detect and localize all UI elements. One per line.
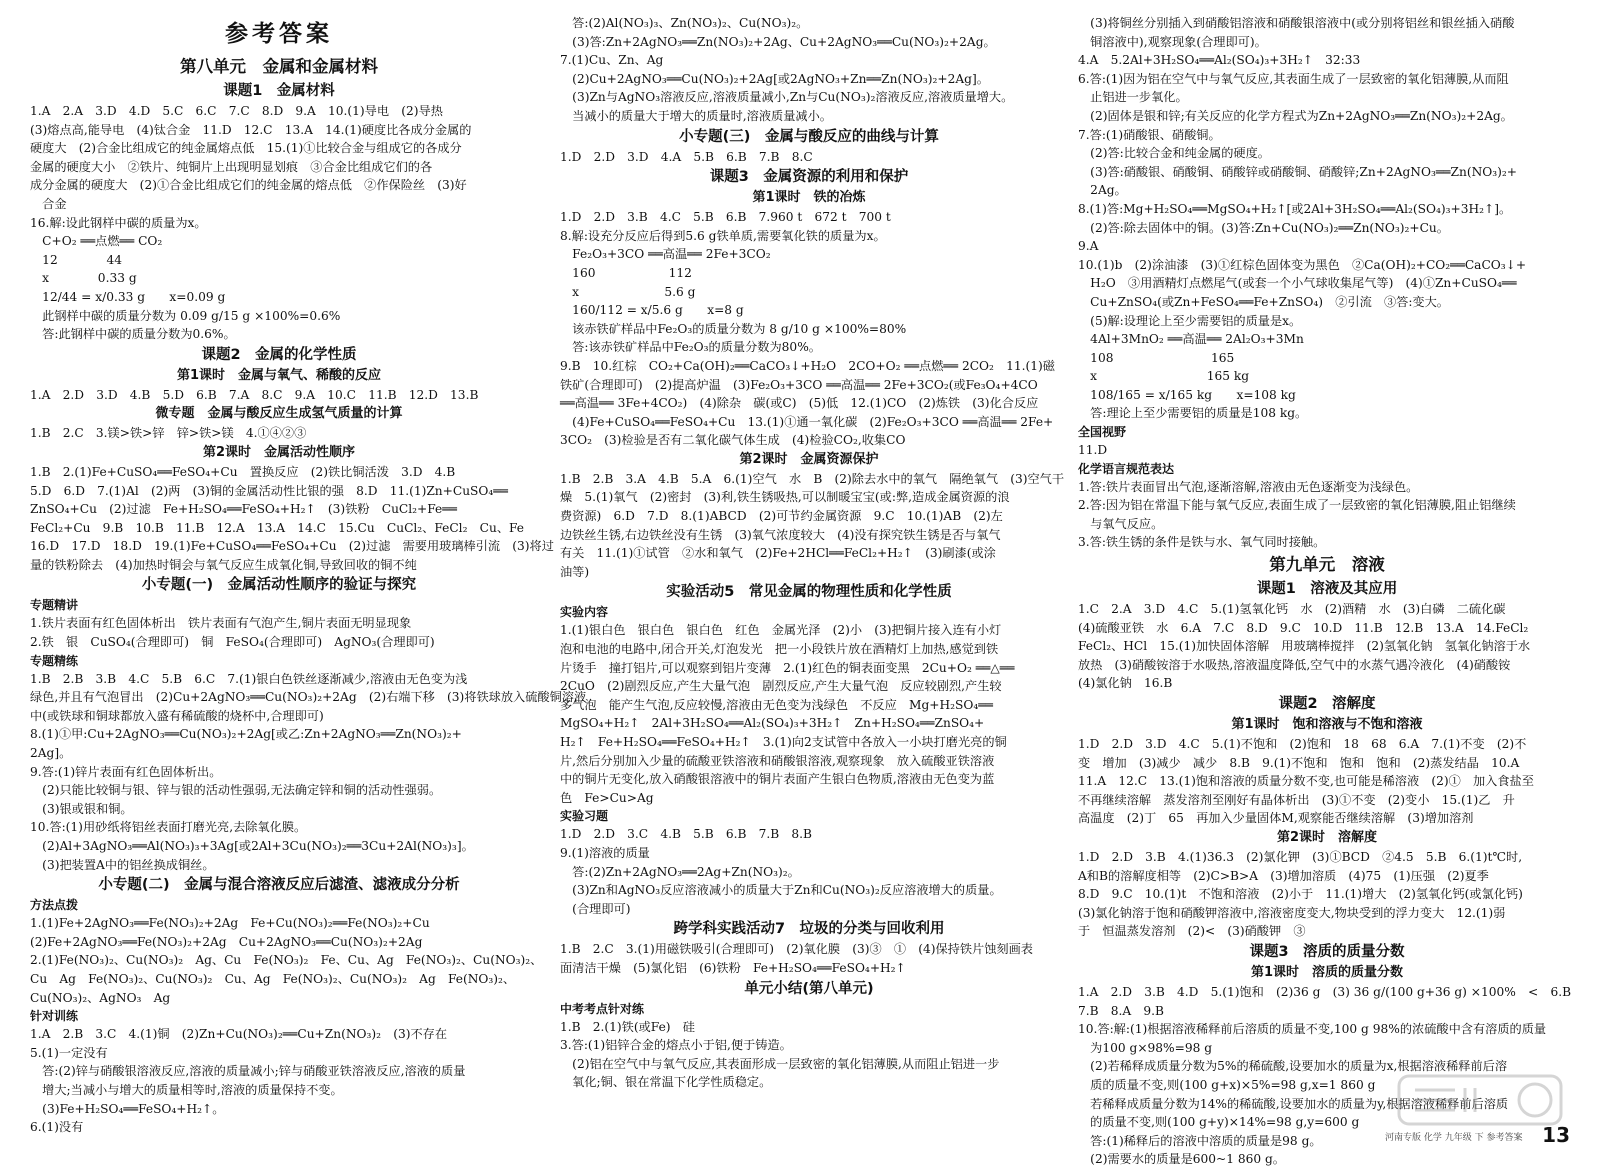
answer-line: H₂O ③用酒精灯点燃尾气(或套一个小气球收集尾气等) (4)①Zn+CuSO₄══ — [1078, 276, 1517, 291]
answer-line: 1.D 2.D 3.B 4.(1)36.3 (2)氯化钾 (3)①BCD ②4.5 5.B 6.(1)t℃时, — [1078, 849, 1523, 864]
topic-heading: 课题3 金属资源的利用和保护 — [709, 169, 909, 186]
answer-line: (3)把装置A中的铝丝换成铜丝。 — [30, 857, 215, 872]
answer-line: 1.C 2.A 3.D 4.C 5.(1)氢氧化钙 水 (2)酒精 水 (3)白磷 二硫化碳 — [1078, 602, 1506, 617]
answer-line: 的质量不变,则(100 g+y)×14%=98 g,y=600 g — [1078, 1115, 1360, 1130]
answer-line: MgSO₄+H₂↑ 2Al+3H₂SO₄══Al₂(SO₄)₃+3H₂↑ Zn+H₂SO₄══ZnSO₄+ — [560, 716, 985, 731]
answer-line: 5.(1)一定没有 — [30, 1045, 108, 1060]
topic-heading: 课题2 金属的化学性质 — [201, 346, 357, 363]
answer-line: (2)答:除去固体中的铜。(3)答:Zn+Cu(NO₃)₂══Zn(NO₃)₂+Cu。 — [1078, 220, 1449, 235]
answer-line: 氧化;铜、银在常温下化学性质稳定。 — [560, 1075, 772, 1090]
answer-line: 1.B 2.C 3.(1)用磁铁吸引(合理即可) (2)氧化膜 (3)③ ① (4)保持铁片蚀刻画表 — [560, 942, 1033, 957]
answer-line: (2)Al+3AgNO₃══Al(NO₃)₃+3Ag[或2Al+3Cu(NO₃)₂══3Cu+2Al(NO₃)₃]。 — [30, 839, 474, 853]
answer-line: 1.A 2.D 3.D 4.B 5.D 6.B 7.A 8.C 9.A 10.C 11.B 12.D 13.B — [30, 387, 479, 402]
answer-line: 成分金属的硬度大 (2)①合金比组成它们的纯金属的熔点低 ②作保险丝 (3)好 — [30, 178, 467, 193]
answer-line: 1.A 2.A 3.D 4.D 5.C 6.C 7.C 8.D 9.A 10.(1)导电 (2)导热 — [30, 104, 443, 118]
answer-line: 4Al+3MnO₂ ══高温══ 2Al₂O₃+3Mn — [1078, 332, 1304, 347]
section-label: 专题精练 — [30, 653, 79, 668]
answer-line: 7.答:(1)硝酸银、硝酸铜。 — [1078, 127, 1221, 142]
answer-line: (3)将铜丝分别插入到硝酸铝溶液和硝酸银溶液中(或分别将铝丝和银丝插入硝酸 — [1078, 16, 1515, 30]
topic-heading: 课题1 溶液及其应用 — [1256, 581, 1398, 598]
answer-line: 3.答:(1)铝锌合金的熔点小于铝,便于铸造。 — [560, 1038, 792, 1053]
answer-line: 绿色,并且有气泡冒出 (2)Cu+2AgNO₃══Cu(NO₃)₂+2Ag (2)右端下移 (3)将铁球放入硫酸铜溶液 — [30, 690, 587, 705]
answer-line: 多气泡 能产生气泡,反应较慢,溶液由无色变为浅绿色 不反应 Mg+H₂SO₄══ — [560, 697, 993, 712]
lesson-heading: 第2课时 溶解度 — [1276, 829, 1378, 845]
answer-line: 1.D 2.D 3.B 4.C 5.B 6.B 7.960 t 672 t 700 t — [560, 210, 891, 225]
answer-line: 若稀释成质量分数为14%的稀硫酸,设要加水的质量为y,根据溶液稀释前后溶质 — [1078, 1096, 1509, 1111]
answer-line: (2)Cu+2AgNO₃══Cu(NO₃)₂+2Ag[或2AgNO₃+Zn══Zn(NO₃)₂+2Ag]。 — [560, 71, 989, 86]
answer-line: 1.B 2.B 3.A 4.B 5.A 6.(1)空气 水 B (2)除去水中的氧气 隔绝氧气 (3)空气干 — [560, 471, 1065, 486]
answer-line: 有关 11.(1)①试管 ②水和氧气 (2)Fe+2HCl══FeCl₂+H₂↑ (3)刷漆(或涂 — [560, 546, 996, 561]
answer-line: (2)答:比较合金和纯金属的硬度。 — [1078, 146, 1270, 161]
answer-line: 8.解:设充分反应后得到5.6 g铁单质,需要氧化铁的质量为x。 — [560, 228, 886, 243]
answer-line: 增大;当减小与增大的质量相等时,溶液的质量保持不变。 — [30, 1082, 343, 1097]
answer-line: 费资源) 6.D 7.D 8.(1)ABCD (2)可节约金属资源 9.C 10.(1)AB (2)左 — [560, 509, 1003, 524]
answer-line: A和B的溶解度相等 (2)C>B>A (3)增加溶质 (4)75 (1)压强 (2)夏季 — [1078, 868, 1489, 883]
answer-line: C+O₂ ══点燃══ CO₂ — [30, 234, 163, 249]
answer-line: (2)需要水的质量是600~1 860 g。 — [1078, 1152, 1285, 1167]
answer-line: 2.答:因为铝在常温下能与氧气反应,表面生成了一层致密的氧化铝薄膜,阻止铝继续 — [1078, 498, 1516, 513]
answer-line: 硬度大 (2)合金比组成它的纯金属熔点低 15.(1)①比较合金与组成它的各成分 — [30, 141, 462, 156]
answer-line: 1.铁片表面有红色固体析出 铁片表面有气泡产生,铜片表面无明显现象 — [30, 616, 412, 631]
answer-line: 变 增加 (3)减少 减少 8.B 9.(1)不饱和 饱和 饱和 (2)蒸发结晶 10.A — [1078, 755, 1520, 770]
answer-line: 答:(2)锌与硝酸银溶液反应,溶液的质量减小;锌与硝酸亚铁溶液反应,溶液的质量 — [30, 1064, 466, 1079]
answer-line: FeCl₂、HCl 15.(1)加快固体溶解 用玻璃棒搅拌 (2)氢氧化钠 氢氧化钠溶于水 — [1078, 639, 1531, 654]
topic-heading: 课题1 金属材料 — [223, 83, 335, 99]
answer-line: 高温度 (2)丁 65 再加入少量固体M,观察能否继续溶解 (3)增加溶剂 — [1078, 811, 1474, 826]
answer-line: 2Ag。 — [1078, 183, 1127, 198]
lesson-heading: 第1课时 溶质的质量分数 — [1250, 964, 1404, 980]
answer-line: (2)若稀释成质量分数为5%的稀硫酸,设要加水的质量为x,根据溶液稀释前后溶 — [1078, 1059, 1508, 1074]
answer-line: 答:(2)Zn+2AgNO₃══2Ag+Zn(NO₃)₂。 — [560, 864, 800, 879]
topic-heading: 单元小结(第八单元) — [744, 980, 874, 997]
answer-line: 1.D 2.D 3.D 4.C 5.(1)不饱和 (2)饱和 18 68 6.A 7.(1)不变 (2)不 — [1078, 737, 1527, 751]
answer-line: 16.解:设此钢样中碳的质量为x。 — [30, 215, 207, 230]
answer-line: (3)答:硝酸银、硝酸铜、硝酸锌或硝酸铜、硝酸锌;Zn+2AgNO₃══Zn(NO₃)₂+ — [1078, 164, 1517, 179]
answer-line: 此钢样中碳的质量分数为 0.09 g/15 g ×100%=0.6% — [30, 308, 341, 323]
lesson-heading: 第2课时 金属资源保护 — [739, 451, 879, 467]
answer-line: 8.D 9.C 10.(1)t 不饱和溶液 (2)小于 11.(1)增大 (2)氢氧化钙(或氯化钙) — [1078, 887, 1523, 902]
topic-heading: 课题3 溶质的质量分数 — [1249, 943, 1405, 960]
answer-line: 该赤铁矿样品中Fe₂O₃的质量分数为 8 g/10 g ×100%=80% — [560, 321, 907, 336]
topic-heading: 小专题(二) 金属与混合溶液反应后滤渣、滤液成分分析 — [98, 877, 460, 894]
topic-heading: 实验活动5 常见金属的物理性质和化学性质 — [666, 584, 952, 601]
answer-line: 2.铁 银 CuSO₄(合理即可) 铜 FeSO₄(合理即可) AgNO₃(合理即可) — [30, 635, 435, 650]
answer-line: (3)Fe+H₂SO₄══FeSO₄+H₂↑。 — [30, 1101, 225, 1116]
answer-line: Fe₂O₃+3CO ══高温══ 2Fe+3CO₂ — [560, 247, 771, 262]
answer-line: 160/112 = x/5.6 g x=8 g — [560, 303, 744, 318]
answer-line: 1.D 2.D 3.D 4.A 5.B 6.B 7.B 8.C — [560, 149, 813, 164]
topic-heading: 课题2 溶解度 — [1278, 696, 1376, 712]
section-label: 方法点拨 — [30, 898, 79, 913]
answer-line: (2)只能比较铜与银、锌与银的活动性强弱,无法确定锌和铜的活动性强弱。 — [30, 783, 442, 798]
answer-line: 答:此钢样中碳的质量分数为0.6%。 — [30, 327, 236, 342]
answer-line: 1.(1)Fe+2AgNO₃══Fe(NO₃)₂+2Ag Fe+Cu(NO₃)₂══Fe(NO₃)₂+Cu — [30, 916, 430, 931]
answer-line: 7.B 8.A 9.B — [1078, 1003, 1164, 1018]
answer-line: (合理即可) — [560, 901, 631, 916]
answer-line: 1.B 2.(1)Fe+CuSO₄══FeSO₄+Cu 置换反应 (2)铁比铜活泼 3.D 4.B — [30, 464, 456, 479]
answer-line: (5)解:设理论上至少需要铝的质量是x。 — [1078, 313, 1302, 328]
answer-line: (2)固体是银和锌;有关反应的化学方程式为Zn+2AgNO₃══Zn(NO₃)₂+2Ag。 — [1078, 108, 1513, 123]
answer-line: 边铁丝生锈,右边铁丝没有生锈 (3)氧气浓度较大 (4)没有探究铁生锈是否与氧气 — [560, 527, 1001, 542]
section-label: 实验内容 — [560, 605, 609, 620]
answer-line: 3.答:铁生锈的条件是铁与水、氧气同时接触。 — [1078, 535, 1326, 550]
answer-line: 6.答:(1)因为铝在空气中与氧气反应,其表面生成了一层致密的氧化铝薄膜,从而阻 — [1078, 71, 1509, 86]
answer-line: x 5.6 g — [560, 284, 696, 299]
answer-line: 答:该赤铁矿样品中Fe₂O₃的质量分数为80%。 — [560, 340, 821, 355]
answer-line: 10.(1)b (2)涂油漆 (3)①红棕色固体变为黑色 ②Ca(OH)₂+CO₂══CaCO₃↓+ — [1078, 257, 1527, 272]
answer-line: 12 44 — [30, 252, 122, 267]
answer-line: 答:理论上至少需要铝的质量是108 kg。 — [1078, 406, 1308, 421]
answer-line: (3)银或银和铜。 — [30, 801, 133, 816]
answer-line: 于 恒温蒸发溶剂 (2)< (3)硝酸钾 ③ — [1078, 924, 1306, 939]
answer-line: 中的铜片无变化,放入硝酸银溶液中的铜片表面产生银白色物质,溶液由无色变为蓝 — [560, 772, 995, 787]
answer-line: 放热 (3)硝酸铵溶于水吸热,溶液温度降低,空气中的水蒸气遇冷液化 (4)硝酸铵 — [1078, 657, 1511, 672]
answer-line: 16.D 17.D 18.D 19.(1)Fe+CuSO₄══FeSO₄+Cu (2)过滤 需要用玻璃棒引流 (3)将过 — [30, 539, 554, 554]
answer-line: 泡和电池的电路中,闭合开关,灯泡发光 把一小段铁片放在酒精灯上加热,感觉到铁 — [560, 642, 999, 657]
answer-line: 为100 g×98%=98 g — [1078, 1040, 1213, 1055]
lesson-heading: 第2课时 金属活动性顺序 — [202, 444, 356, 460]
topic-heading: 小专题(三) 金属与酸反应的曲线与计算 — [679, 128, 939, 145]
answer-line: 金属的硬度大小 ②铁片、纯铜片上出现明显划痕 ③合金比组成它们的各 — [30, 159, 433, 174]
answer-line: 1.D 2.D 3.C 4.B 5.B 6.B 7.B 8.B — [560, 827, 812, 842]
answer-line: 10.答:解:(1)根据溶液稀释前后溶质的质量不变,100 g 98%的浓硫酸中含有溶质的质量 — [1078, 1022, 1547, 1037]
answer-line: (3)答:Zn+2AgNO₃══Zn(NO₃)₂+2Ag、Cu+2AgNO₃══Cu(NO₃)₂+2Ag。 — [560, 34, 996, 49]
answer-line: H₂↑ Fe+H₂SO₄══FeSO₄+H₂↑ 3.(1)向2支试管中各放入一小块打磨光亮的铜 — [560, 735, 1007, 749]
page-number: 13 — [1542, 1123, 1570, 1147]
answer-line: 量的铁粉除去 (4)加热时铜会与氧气反应生成氧化铜,导致回收的铜不纯 — [30, 557, 417, 572]
answer-line: 9.A — [1078, 239, 1099, 254]
answer-line: 8.(1)答:Mg+H₂SO₄══MgSO₄+H₂↑[或2Al+3H₂SO₄══Al₂(SO₄)₃+3H₂↑]。 — [1078, 201, 1512, 216]
section-label: 化学语言规范表达 — [1078, 461, 1175, 476]
answer-line: (3)氯化钠溶于饱和硝酸钾溶液中,溶液密度变大,物块受到的浮力变大 12.(1)弱 — [1078, 905, 1506, 920]
section-label: 专题精讲 — [30, 598, 79, 613]
unit-heading: 第九单元 溶液 — [1269, 555, 1385, 575]
answer-line: 5.D 6.D 7.(1)Al (2)两 (3)铜的金属活动性比银的强 8.D 11.(1)Zn+CuSO₄══ — [30, 483, 508, 498]
answer-line: 2.(1)Fe(NO₃)₂、Cu(NO₃)₂ Ag、Cu Fe(NO₃)₂ Fe、Cu、Ag Fe(NO₃)₂、Cu(NO₃)₂、 — [30, 953, 543, 968]
answer-line: (4)氯化钠 16.B — [1078, 676, 1173, 691]
section-label: 实验习题 — [560, 809, 609, 824]
answer-line: 7.(1)Cu、Zn、Ag — [560, 53, 664, 68]
answer-column-right — [1078, 14, 1576, 1167]
answer-line: 1.B 2.B 3.B 4.C 5.B 6.C 7.(1)银白色铁丝逐渐减少,溶液由无色变为浅 — [30, 671, 468, 686]
answer-line: 8.(1)①甲:Cu+2AgNO₃══Cu(NO₃)₂+2Ag[或乙:Zn+2AgNO₃══Zn(NO₃)₂+ — [30, 727, 462, 742]
answer-line: 答:(2)Al(NO₃)₃、Zn(NO₃)₂、Cu(NO₃)₂。 — [560, 16, 809, 30]
answer-line: 9.答:(1)锌片表面有红色固体析出。 — [30, 764, 222, 779]
lesson-heading: 第1课时 饱和溶液与不饱和溶液 — [1231, 717, 1423, 732]
section-label: 针对训练 — [30, 1009, 79, 1024]
answer-line: 9.B 10.红棕 CO₂+Ca(OH)₂══CaCO₃↓+H₂O 2CO+O₂ ══点燃══ 2CO₂ 11.(1)磁 — [560, 358, 1055, 373]
answer-line: 与氧气反应。 — [1078, 516, 1164, 531]
answer-line: 不再继续溶解 蒸发溶剂至刚好有晶体析出 (3)①不变 (2)变小 15.(1)乙 升 — [1078, 792, 1515, 807]
unit-heading: 第八单元 金属和金属材料 — [180, 57, 378, 76]
answer-line: 当减小的质量大于增大的质量时,溶液质量减小。 — [560, 108, 832, 123]
answer-line: 色 Fe>Cu>Ag — [560, 790, 654, 805]
answer-line: 4.A 5.2Al+3H₂SO₄══Al₂(SO₄)₃+3H₂↑ 32:33 — [1078, 53, 1361, 68]
answer-line: 燥 5.(1)氧气 (2)密封 (3)利,铁生锈吸热,可以制暖宝宝(或:弊,造成金属资源的浪 — [560, 490, 1010, 505]
answer-line: 中(或铁球和铜球都放入盛有稀硫酸的烧杯中,合理即可) — [30, 708, 324, 723]
watermark-logo — [1395, 1070, 1565, 1130]
answer-line: 油等) — [560, 564, 590, 579]
section-label: 全国视野 — [1078, 425, 1127, 440]
lesson-heading: 第1课时 铁的冶炼 — [752, 190, 866, 206]
answer-line: 1.A 2.D 3.B 4.D 5.(1)饱和 (2)36 g (3) 36 g/(100 g+36 g) ×100% < 6.B — [1078, 984, 1572, 999]
answer-line: 铜溶液中),观察现象(合理即可)。 — [1078, 34, 1267, 49]
answer-line: (2)铝在空气中与氧气反应,其表面形成一层致密的氧化铝薄膜,从而阻止铝进一步 — [560, 1056, 1000, 1071]
answer-line: 1.B 2.C 3.镁>铁>锌 锌>铁>镁 4.①④②③ — [30, 426, 307, 441]
answer-line: 2Ag]。 — [30, 746, 72, 761]
answer-line: (3)Zn与AgNO₃溶液反应,溶液质量减小,Zn与Cu(NO₃)₂溶液反应,溶液质量增大。 — [560, 90, 1014, 105]
answer-line: FeCl₂+Cu 9.B 10.B 11.B 12.A 13.A 14.C 15.Cu CuCl₂、FeCl₂ Cu、Fe — [30, 520, 525, 535]
answer-line: 10.答:(1)用砂纸将铝丝表面打磨光亮,去除氧化膜。 — [30, 820, 307, 835]
answer-line: Cu(NO₃)₂、AgNO₃ Ag — [30, 990, 171, 1005]
answer-line: 1.(1)银白色 银白色 银白色 红色 金属光泽 (2)小 (3)把铜片接入连有小灯 — [560, 623, 1002, 638]
answer-line: 片烫手 撞打铝片,可以观察到铝片变薄 2.(1)红色的铜表面变黑 2Cu+O₂ ══△══ — [560, 660, 1015, 675]
answer-line: x 165 kg — [1078, 369, 1250, 384]
answer-line: 铁矿(合理即可) (2)提高炉温 (3)Fe₂O₃+3CO ══高温══ 2Fe+3CO₂(或Fe₃O₄+4CO — [560, 377, 1038, 392]
answer-line: 质的质量不变,则(100 g+x)×5%=98 g,x=1 860 g — [1078, 1077, 1376, 1092]
answer-column-middle — [560, 14, 1065, 1142]
answer-line: 止铝进一步氧化。 — [1078, 90, 1188, 105]
answer-line: 11.D — [1078, 443, 1108, 458]
footer-text: 河南专版 化学 九年级 下 参考答案 — [1385, 1133, 1523, 1143]
answer-line: 答:(1)稀释后的溶液中溶质的质量是98 g。 — [1078, 1133, 1322, 1148]
answer-line: Cu Ag Fe(NO₃)₂、Cu(NO₃)₂ Cu、Ag Fe(NO₃)₂、Cu(NO₃)₂ Ag Fe(NO₃)₂、 — [30, 971, 516, 986]
answer-line: Cu+ZnSO₄(或Zn+FeSO₄══Fe+ZnSO₄) ②引流 ③答:变大。 — [1078, 294, 1449, 309]
answer-line: (3)熔点高,能导电 (4)钛合金 11.D 12.C 13.A 14.(1)硬度比各成分金属的 — [30, 122, 472, 137]
answer-line: 108/165 = x/165 kg x=108 kg — [1078, 387, 1296, 402]
topic-heading: 小专题(一) 金属活动性顺序的验证与探究 — [141, 577, 417, 594]
answer-line: 1.B 2.(1)铁(或Fe) 硅 — [560, 1019, 695, 1034]
answer-line: (4)Fe+CuSO₄══FeSO₄+Cu 13.(1)①通一氧化碳 (2)Fe₂O₃+3CO ══高温══ 2Fe+ — [560, 414, 1054, 429]
answer-line: 160 112 — [560, 265, 692, 280]
answer-line: 108 165 — [1078, 350, 1235, 365]
answer-line: 3CO₂ (3)检验是否有二氧化碳气体生成 (4)检验CO₂,收集CO — [560, 433, 906, 448]
answer-line: 2CuO (2)剧烈反应,产生大量气泡 剧烈反应,产生大量气泡 反应较剧烈,产生较 — [560, 679, 1002, 694]
answer-line: x 0.33 g — [30, 271, 137, 286]
answer-line: ══高温══ 3Fe+4CO₂) (4)除杂 碳(或C) (5)低 12.(1)CO (2)炼铁 (3)化合反应 — [560, 396, 1039, 411]
section-label: 中考考点针对练 — [560, 1001, 645, 1016]
lesson-heading: 微专题 金属与酸反应生成氢气质量的计算 — [155, 406, 403, 422]
lesson-heading: 第1课时 金属与氧气、稀酸的反应 — [176, 367, 382, 383]
answer-line: (3)Zn和AgNO₃反应溶液减小的质量大于Zn和Cu(NO₃)₂反应溶液增大的质量。 — [560, 883, 1002, 898]
answer-line: 11.A 12.C 13.(1)饱和溶液的质量分数不变,也可能是稀溶液 (2)① 加入食盐至 — [1078, 774, 1534, 789]
answer-line: ZnSO₄+Cu (2)过滤 Fe+H₂SO₄══FeSO₄+H₂↑ (3)铁粉 CuCl₂+Fe══ — [30, 502, 457, 517]
answer-line: 1.答:铁片表面冒出气泡,逐渐溶解,溶液由无色逐渐变为浅绿色。 — [1078, 479, 1419, 494]
answer-line: 12/44 = x/0.33 g x=0.09 g — [30, 289, 226, 304]
answer-line: 合金 — [30, 196, 67, 211]
answer-line: 6.(1)没有 — [30, 1120, 84, 1135]
answer-line: 片,然后分别加入少量的硫酸亚铁溶液和硝酸银溶液,观察现象 放入硫酸亚铁溶液 — [560, 753, 995, 768]
answer-line: 面清洁干燥 (5)氯化铝 (6)铁粉 Fe+H₂SO₄══FeSO₄+H₂↑ — [560, 960, 906, 975]
answer-line: 1.A 2.B 3.C 4.(1)铜 (2)Zn+Cu(NO₃)₂══Cu+Zn(NO₃)₂ (3)不存在 — [30, 1027, 448, 1042]
answer-line: (4)硫酸亚铁 水 6.A 7.C 8.D 9.C 10.D 11.B 12.B 13.A 14.FeCl₂ — [1078, 620, 1529, 635]
topic-heading: 跨学科实践活动7 垃圾的分类与回收利用 — [673, 921, 945, 938]
page-title: 参考答案 — [225, 21, 333, 47]
answer-line: (2)Fe+2AgNO₃══Fe(NO₃)₂+2Ag Cu+2AgNO₃══Cu(NO₃)₂+2Ag — [30, 934, 423, 949]
answer-line: 9.(1)溶液的质量 — [560, 845, 650, 860]
